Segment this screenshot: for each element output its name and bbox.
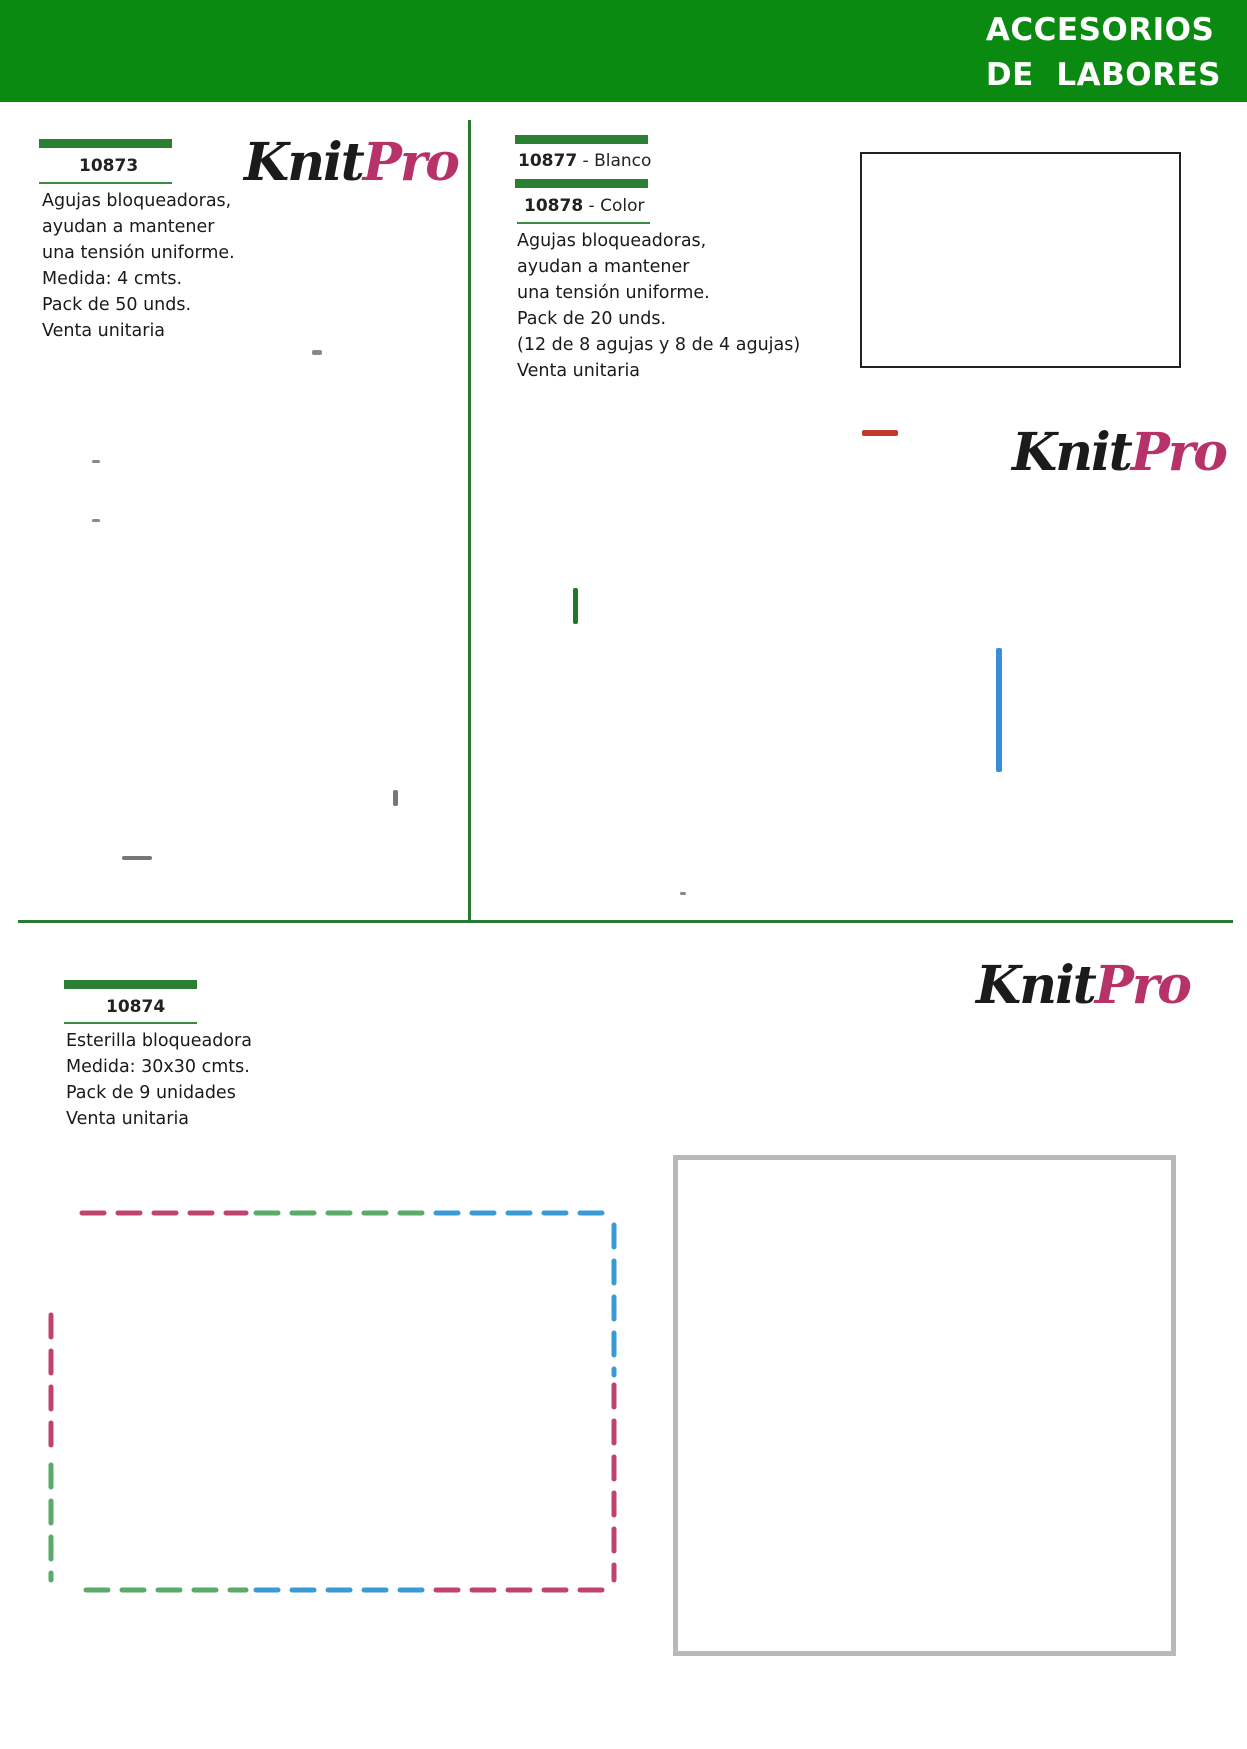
product-code: 10874 [106, 997, 166, 1017]
product-image-fragment [680, 892, 686, 895]
description-line: Medida: 30x30 cmts. [66, 1057, 250, 1077]
description-line: ayudan a mantener [517, 257, 690, 277]
description-line: Pack de 20 unds. [517, 309, 667, 329]
mat-pack-image-box [673, 1155, 1176, 1656]
product-image-fragment [393, 790, 398, 806]
section-title-line1: ACCESORIOS [985, 12, 1215, 48]
description-line: Pack de 9 unidades [66, 1083, 236, 1103]
description-line: Medida: 4 cmts. [42, 269, 183, 289]
description-line: Venta unitaria [66, 1109, 190, 1129]
description-line: Agujas bloqueadoras, [517, 231, 707, 251]
product-image-fragment [312, 350, 322, 355]
product-code-blanco: 10877 - Blanco [518, 151, 652, 171]
code-underline [64, 1022, 197, 1024]
page-header [0, 0, 1247, 102]
product-image-fragment [862, 430, 898, 436]
description-line: (12 de 8 agujas y 8 de 4 agujas) [517, 335, 801, 355]
horizontal-divider [18, 920, 1233, 923]
product-code-color: 10878 - Color [524, 196, 645, 216]
code-bar [64, 980, 197, 989]
description-line: Venta unitaria [517, 361, 641, 381]
description-line: Esterilla bloqueadora [66, 1031, 252, 1051]
code-underline [39, 182, 172, 184]
code-underline [517, 222, 650, 224]
knitpro-logo: KnitPro [976, 955, 1190, 1016]
code-bar [39, 139, 172, 148]
product-image-fragment [122, 856, 152, 860]
product-description [42, 188, 235, 344]
code-bar [515, 179, 648, 188]
product-description [66, 1028, 252, 1132]
description-line: Agujas bloqueadoras, [42, 191, 232, 211]
vertical-divider [468, 120, 471, 922]
product-image-fragment [92, 460, 100, 463]
product-image-fragment [92, 519, 100, 522]
description-line: Pack de 50 unds. [42, 295, 192, 315]
code-bar [515, 135, 648, 144]
product-image-box [860, 152, 1181, 368]
knitpro-logo: KnitPro [244, 132, 458, 193]
description-line: ayudan a mantener [42, 217, 215, 237]
section-title [986, 8, 1221, 98]
knitpro-logo: KnitPro [1012, 422, 1226, 483]
description-line: Venta unitaria [42, 321, 166, 341]
product-image-fragment [573, 588, 578, 624]
blocking-mat-image [46, 1205, 622, 1595]
section-title-line2: DE LABORES [985, 57, 1221, 93]
product-description [517, 228, 800, 384]
description-line: una tensión uniforme. [42, 243, 235, 263]
product-image-fragment [996, 648, 1002, 772]
description-line: una tensión uniforme. [517, 283, 710, 303]
product-code: 10873 [79, 156, 139, 176]
